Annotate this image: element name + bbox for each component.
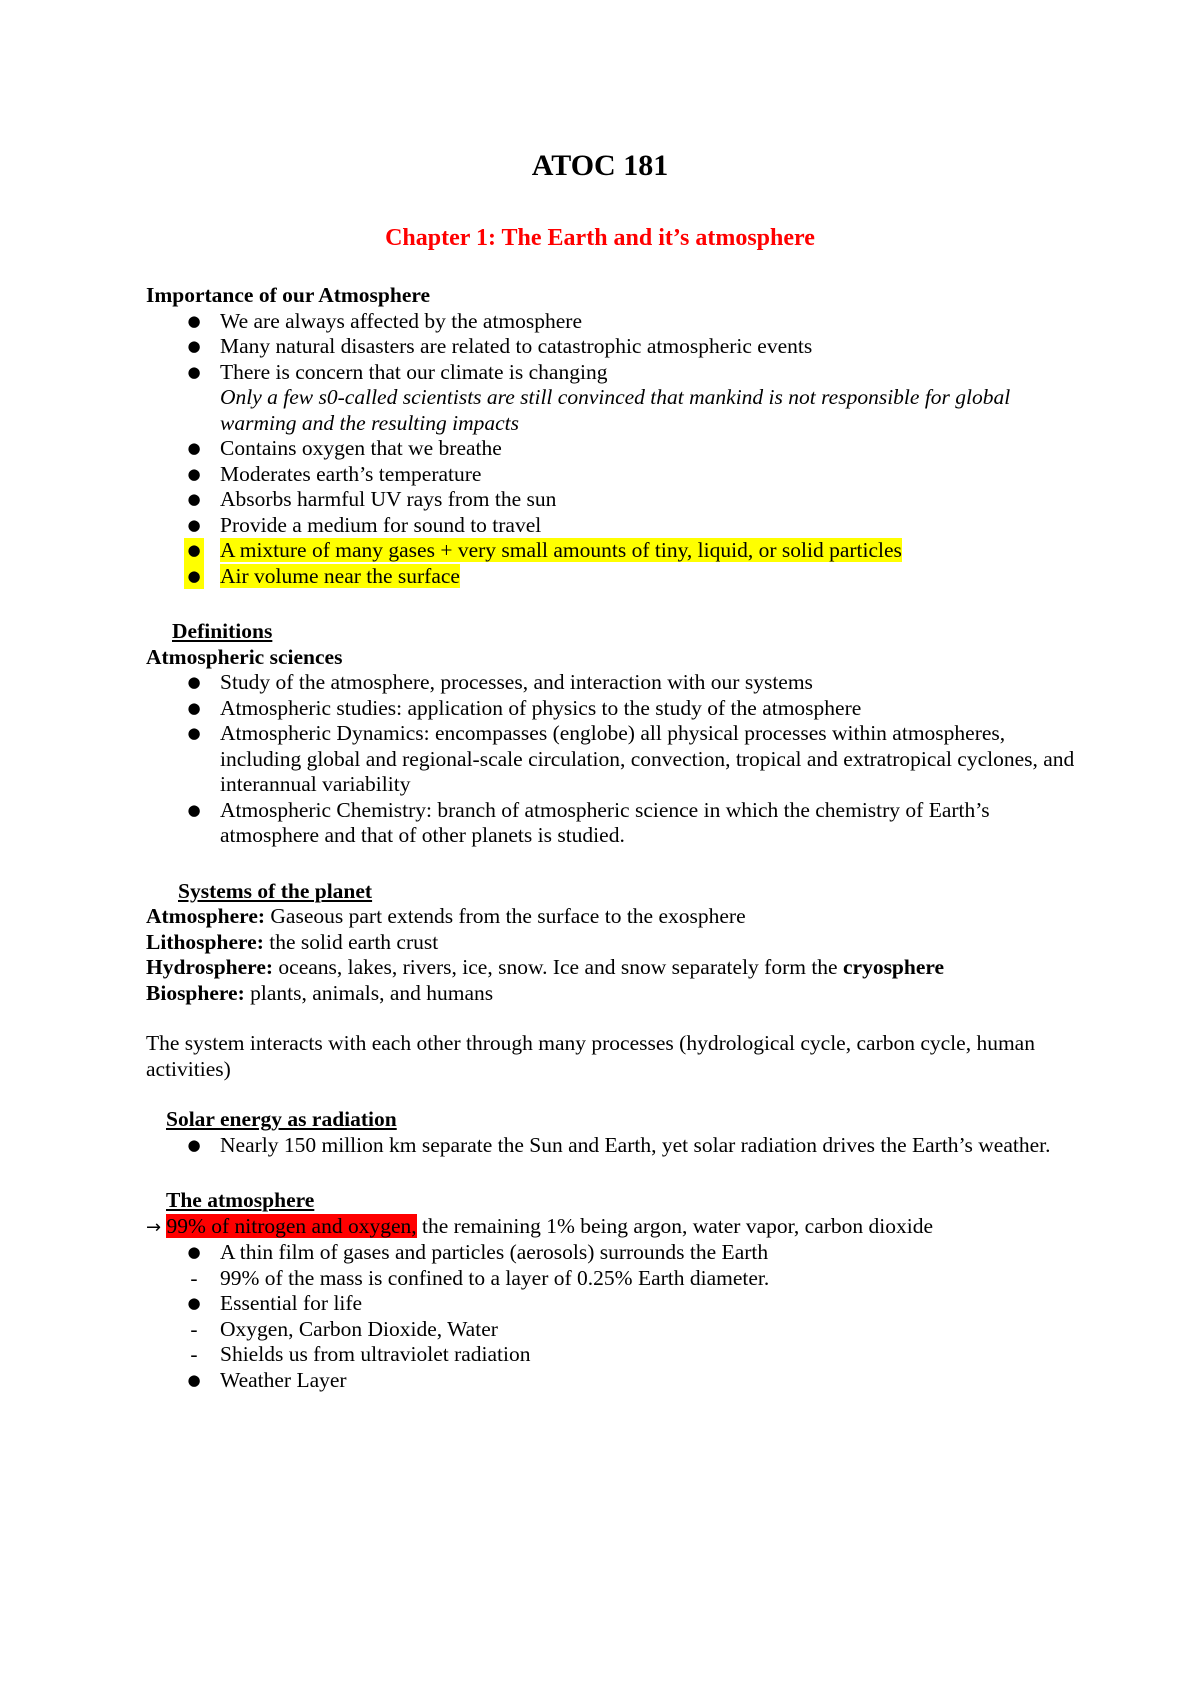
highlighted-list-item: ● Air volume near the surface — [146, 564, 1076, 590]
bullet-icon: ● — [187, 673, 201, 691]
list-item: ● Moderates earth’s temperature — [146, 462, 1076, 488]
list-item: ● There is concern that our climate is changing Only a few s0-called scientists are still convinced that mankind is not responsible for global warming and the resulting impacts — [146, 360, 1076, 437]
solar-heading: Solar energy as radiation — [166, 1107, 397, 1131]
definitions-list — [146, 670, 1076, 849]
bullet-icon: ● — [187, 724, 201, 742]
italic-note: Only a few s0-called scientists are still convinced that mankind is not responsible for global warming and the resulting impacts — [220, 385, 1011, 435]
bullet-icon: ● — [184, 564, 204, 590]
dash-icon: - — [190, 1265, 198, 1290]
list-item: ● Atmospheric studies: application of physics to the study of the atmosphere — [146, 696, 1076, 722]
bullet-icon: ● — [187, 800, 201, 819]
list-item: ● Atmospheric Dynamics: encompasses (englobe) all physical processes within atmospheres, including global and regional-scale circulation, convection, tropical and extratropical cyclones, and interannual variability — [146, 721, 1076, 798]
biosphere-definition: Biosphere: plants, animals, and humans — [146, 980, 494, 1005]
atmosphere-list — [146, 1240, 1076, 1393]
interaction-paragraph: The system interacts with each other through many processes (hydrological cycle, carbon cycle, human activities) — [146, 1031, 1035, 1081]
list-item: - 99% of the mass is confined to a layer of 0.25% Earth diameter. — [146, 1266, 1076, 1292]
right-arrow-icon: → — [146, 1216, 162, 1238]
atmosphere-heading: The atmosphere — [166, 1188, 315, 1212]
dash-icon: - — [190, 1316, 198, 1341]
dash-icon: - — [190, 1342, 198, 1366]
list-item: ● Absorbs harmful UV rays from the sun — [146, 487, 1076, 513]
list-item: ● Study of the atmosphere, processes, and interaction with our systems — [146, 670, 1076, 696]
hydrosphere-definition: Hydrosphere: oceans, lakes, rivers, ice, snow. Ice and snow separately form the cryosphere — [146, 955, 945, 979]
bullet-icon: ● — [187, 1294, 201, 1312]
solar-list — [146, 1133, 1076, 1159]
list-item: - Shields us from ultraviolet radiation — [146, 1342, 1076, 1368]
definitions-heading: Definitions — [172, 619, 273, 643]
chapter-title: Chapter 1: The Earth and it’s atmosphere — [385, 225, 815, 251]
list-item: ● We are always affected by the atmosphere — [146, 309, 1076, 335]
bullet-icon: ● — [187, 337, 201, 355]
bullet-icon: ● — [187, 490, 201, 508]
document-title: ATOC 181 — [531, 149, 669, 182]
list-item: ● Nearly 150 million km separate the Sun and Earth, yet solar radiation drives the Earth’s weather. — [146, 1133, 1076, 1159]
highlighted-text: 99% of nitrogen and oxygen, — [166, 1213, 417, 1238]
bullet-icon: ● — [187, 515, 201, 534]
highlighted-list-item: ● A mixture of many gases + very small amounts of tiny, liquid, or solid particles — [146, 538, 1076, 564]
importance-list — [146, 309, 1076, 590]
list-item: ● Atmospheric Chemistry: branch of atmospheric science in which the chemistry of Earth’s atmosphere and that of other planets is studied. — [146, 798, 1076, 849]
composition-line: → 99% of nitrogen and oxygen, the remaining 1% being argon, water vapor, carbon dioxide — [146, 1213, 934, 1238]
atmosphere-definition: Atmosphere: Gaseous part extends from the surface to the exosphere — [146, 904, 746, 928]
bullet-icon: ● — [187, 1370, 201, 1389]
importance-heading: Importance of our Atmosphere — [146, 283, 431, 307]
bullet-icon: ● — [187, 1135, 201, 1154]
bullet-icon: ● — [187, 464, 201, 483]
list-item: ● A thin film of gases and particles (aerosols) surrounds the Earth — [146, 1240, 1076, 1266]
bullet-icon: ● — [187, 1243, 201, 1261]
list-item: ● Provide a medium for sound to travel — [146, 513, 1076, 539]
list-item: ● Contains oxygen that we breathe — [146, 436, 1076, 462]
lithosphere-definition: Lithosphere: the solid earth crust — [146, 929, 439, 954]
bullet-icon: ● — [187, 698, 201, 717]
list-item: - Oxygen, Carbon Dioxide, Water — [146, 1317, 1076, 1343]
list-item: ● Essential for life — [146, 1291, 1076, 1317]
bullet-icon: ● — [187, 311, 201, 330]
bullet-icon: ● — [187, 439, 201, 457]
atmospheric-sciences-heading: Atmospheric sciences — [146, 644, 343, 669]
document-body — [146, 283, 1076, 1393]
list-item: ● Many natural disasters are related to catastrophic atmospheric events — [146, 334, 1076, 360]
bullet-icon: ● — [187, 362, 201, 381]
systems-heading: Systems of the planet — [178, 878, 373, 903]
bullet-icon: ● — [184, 538, 204, 564]
list-item: ● Weather Layer — [146, 1368, 1076, 1394]
